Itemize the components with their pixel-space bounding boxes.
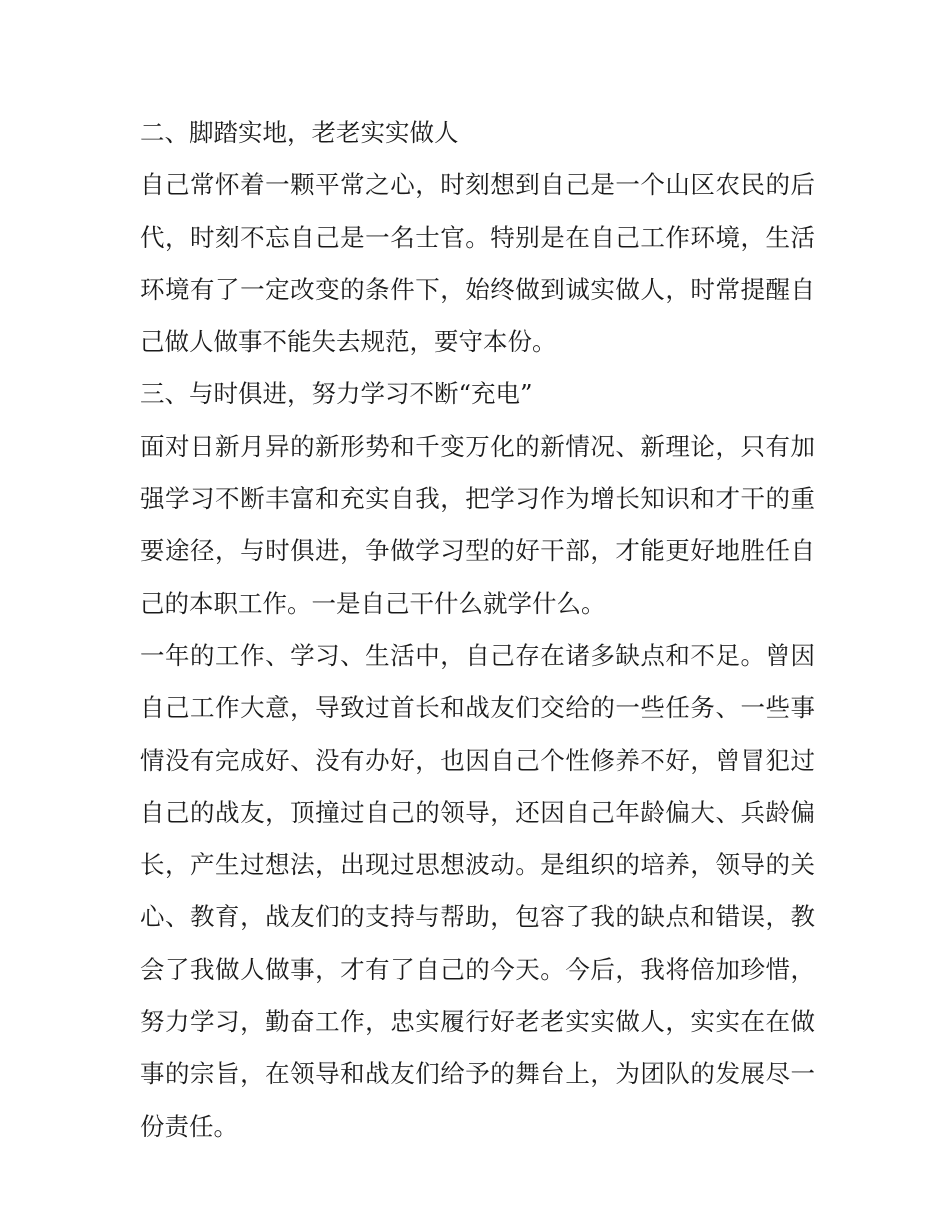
paragraph-line: 面对日新月异的新形势和千变万化的新情况、新理论，只有加 bbox=[140, 431, 815, 461]
paragraph-line: 心、教育，战友们的支持与帮助，包容了我的缺点和错误，教 bbox=[140, 902, 815, 932]
paragraph-line: 自己的战友，顶撞过自己的领导，还因自己年龄偏大、兵龄偏 bbox=[140, 797, 815, 827]
paragraph-line: 努力学习，勤奋工作，忠实履行好老老实实做人，实实在在做 bbox=[140, 1007, 815, 1037]
paragraph-line: 情没有完成好、没有办好，也因自己个性修养不好，曾冒犯过 bbox=[140, 745, 815, 775]
paragraph-line: 一年的工作、学习、生活中，自己存在诸多缺点和不足。曾因 bbox=[140, 640, 815, 670]
paragraph-line: 环境有了一定改变的条件下，始终做到诚实做人，时常提醒自 bbox=[140, 274, 815, 304]
paragraph-line: 己的本职工作。一是自己干什么就学什么。 bbox=[140, 588, 606, 618]
paragraph-line: 长，产生过想法，出现过思想波动。是组织的培养，领导的关 bbox=[140, 850, 815, 880]
paragraph-line: 要途径，与时俱进，争做学习型的好干部，才能更好地胜任自 bbox=[140, 536, 815, 566]
paragraph-line: 份责任。 bbox=[140, 1111, 238, 1141]
paragraph-line: 代，时刻不忘自己是一名士官。特别是在自己工作环境，生活 bbox=[140, 222, 815, 252]
paragraph-line: 会了我做人做事，才有了自己的今天。今后，我将倍加珍惜， bbox=[140, 954, 815, 984]
paragraph-line: 自己常怀着一颗平常之心，时刻想到自己是一个山区农民的后 bbox=[140, 170, 815, 200]
heading-section-2: 二、脚踏实地，老老实实做人 bbox=[140, 118, 459, 147]
paragraph-line: 强学习不断丰富和充实自我，把学习作为增长知识和才干的重 bbox=[140, 484, 815, 514]
paragraph-line: 事的宗旨，在领导和战友们给予的舞台上，为团队的发展尽一 bbox=[140, 1059, 815, 1089]
paragraph-line: 自己工作大意，导致过首长和战友们交给的一些任务、一些事 bbox=[140, 693, 815, 723]
heading-section-3: 三、与时俱进，努力学习不断“充电” bbox=[140, 379, 533, 409]
paragraph-line: 己做人做事不能失去规范，要守本份。 bbox=[140, 327, 557, 357]
document-body bbox=[140, 107, 815, 1153]
